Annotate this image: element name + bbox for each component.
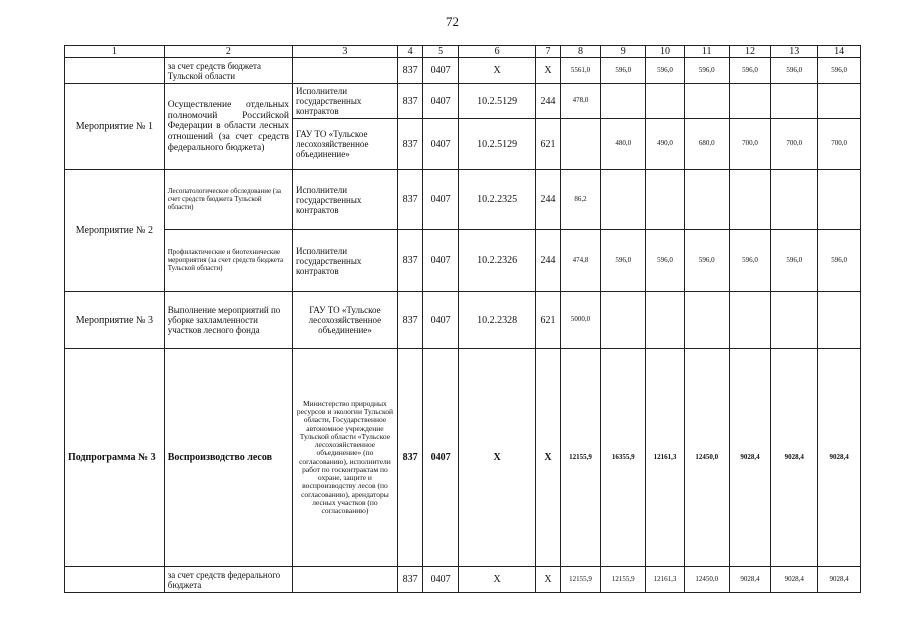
- value-cell: 596,0: [771, 58, 818, 84]
- code-cell: 837: [397, 349, 422, 567]
- table-row: [65, 230, 861, 292]
- value-cell: 86,2: [560, 170, 601, 230]
- funding-source: за счет средств бюджета Тульской области: [164, 58, 292, 84]
- header-cell: 9: [601, 46, 646, 58]
- value-cell: 700,0: [818, 119, 861, 170]
- value-cell: 9028,4: [729, 567, 771, 593]
- table-cell: [65, 567, 165, 593]
- code-cell: 837: [397, 170, 422, 230]
- value-cell: 596,0: [646, 230, 685, 292]
- activity-description: Осуществление отдельных полномочий Российской Федерации в области лесных отношений (за счет средств федерального бюджета): [164, 84, 292, 170]
- table-row: [65, 292, 861, 349]
- value-cell: [818, 84, 861, 119]
- header-row: [65, 46, 861, 58]
- value-cell: 596,0: [684, 230, 729, 292]
- header-cell: 4: [397, 46, 422, 58]
- code-cell: 0407: [423, 230, 459, 292]
- value-cell: [818, 292, 861, 349]
- value-cell: 12161,3: [646, 567, 685, 593]
- code-cell: 0407: [423, 170, 459, 230]
- subprogram-title: Воспроизводство лесов: [164, 349, 292, 567]
- value-cell: [729, 170, 771, 230]
- value-cell: 5000,0: [560, 292, 601, 349]
- value-cell: 478,0: [560, 84, 601, 119]
- header-cell: 6: [458, 46, 535, 58]
- executor-cell: Министерство природных ресурсов и экологии Тульской области, Государственное автономное учреждение Тульской области «Тульское лесохозяйственное объединение» (по согласованию), исполнители работ по госконтрактам по охране, защите и воспроизводству лесов (по согласованию), арендаторы лесных участков (по согласованию): [293, 349, 398, 567]
- code-cell: 837: [397, 84, 422, 119]
- page-number: 72: [446, 14, 459, 29]
- header-cell: 1: [65, 46, 165, 58]
- executor-cell: Исполнители государственных контрактов: [293, 84, 398, 119]
- code-cell: 0407: [423, 58, 459, 84]
- activity-label: Мероприятие № 3: [65, 292, 165, 349]
- value-cell: 596,0: [729, 58, 771, 84]
- value-cell: 9028,4: [771, 349, 818, 567]
- code-cell: 0407: [423, 292, 459, 349]
- executor-cell: Исполнители государственных контрактов: [293, 230, 398, 292]
- code-cell: 0407: [423, 119, 459, 170]
- value-cell: 596,0: [729, 230, 771, 292]
- code-cell: 244: [536, 230, 560, 292]
- code-cell: 0407: [423, 349, 459, 567]
- value-cell: 12155,9: [560, 349, 601, 567]
- table-row: [65, 349, 861, 567]
- activity-label: Мероприятие № 1: [65, 84, 165, 170]
- code-cell: 837: [397, 119, 422, 170]
- code-cell: 10.2.5129: [458, 119, 535, 170]
- code-cell: 244: [536, 84, 560, 119]
- value-cell: [601, 170, 646, 230]
- activity-description: Лесопатологическое обследование (за счет средств бюджета Тульской области): [164, 170, 292, 230]
- table-row: [65, 170, 861, 230]
- value-cell: 12155,9: [560, 567, 601, 593]
- value-cell: 596,0: [818, 58, 861, 84]
- table-cell: [293, 58, 398, 84]
- value-cell: 9028,4: [771, 567, 818, 593]
- activity-description: Выполнение мероприятий по уборке захламленности участков лесного фонда: [164, 292, 292, 349]
- code-cell: 621: [536, 292, 560, 349]
- value-cell: 680,0: [684, 119, 729, 170]
- funding-source: за счет средств федерального бюджета: [164, 567, 292, 593]
- executor-cell: ГАУ ТО «Тульское лесохозяйственное объединение»: [293, 119, 398, 170]
- header-cell: 12: [729, 46, 771, 58]
- header-cell: 10: [646, 46, 685, 58]
- value-cell: 596,0: [684, 58, 729, 84]
- value-cell: [729, 84, 771, 119]
- value-cell: 490,0: [646, 119, 685, 170]
- value-cell: 480,0: [601, 119, 646, 170]
- value-cell: 12161,3: [646, 349, 685, 567]
- code-cell: 837: [397, 292, 422, 349]
- executor-cell: Исполнители государственных контрактов: [293, 170, 398, 230]
- table-row: [65, 58, 861, 84]
- value-cell: [818, 170, 861, 230]
- value-cell: [684, 170, 729, 230]
- header-cell: 2: [164, 46, 292, 58]
- code-cell: 10.2.2325: [458, 170, 535, 230]
- header-cell: 14: [818, 46, 861, 58]
- value-cell: 596,0: [771, 230, 818, 292]
- code-cell: X: [458, 58, 535, 84]
- value-cell: 12450,0: [684, 349, 729, 567]
- code-cell: 10.2.2328: [458, 292, 535, 349]
- executor-cell: ГАУ ТО «Тульское лесохозяйственное объединение»: [293, 292, 398, 349]
- header-cell: 8: [560, 46, 601, 58]
- value-cell: 596,0: [646, 58, 685, 84]
- code-cell: 837: [397, 230, 422, 292]
- value-cell: [646, 292, 685, 349]
- value-cell: [684, 292, 729, 349]
- value-cell: 9028,4: [818, 349, 861, 567]
- code-cell: 244: [536, 170, 560, 230]
- header-cell: 11: [684, 46, 729, 58]
- value-cell: 596,0: [601, 230, 646, 292]
- value-cell: [560, 119, 601, 170]
- value-cell: [646, 170, 685, 230]
- value-cell: [771, 84, 818, 119]
- value-cell: [684, 84, 729, 119]
- code-cell: X: [536, 567, 560, 593]
- activity-label: Мероприятие № 2: [65, 170, 165, 292]
- value-cell: 596,0: [601, 58, 646, 84]
- code-cell: 0407: [423, 84, 459, 119]
- header-cell: 3: [293, 46, 398, 58]
- activity-description: Профилактические и биотехнические мероприятия (за счет средств бюджета Тульской области): [164, 230, 292, 292]
- value-cell: 700,0: [729, 119, 771, 170]
- table-cell: [65, 58, 165, 84]
- code-cell: 10.2.2326: [458, 230, 535, 292]
- subprogram-label: Подпрограмма № 3: [65, 349, 165, 567]
- code-cell: X: [536, 58, 560, 84]
- value-cell: 9028,4: [729, 349, 771, 567]
- code-cell: 0407: [423, 567, 459, 593]
- budget-table: [64, 45, 861, 593]
- value-cell: [771, 170, 818, 230]
- value-cell: [729, 292, 771, 349]
- code-cell: 837: [397, 58, 422, 84]
- value-cell: 16355,9: [601, 349, 646, 567]
- code-cell: 10.2.5129: [458, 84, 535, 119]
- value-cell: 5561,0: [560, 58, 601, 84]
- value-cell: [601, 84, 646, 119]
- code-cell: 837: [397, 567, 422, 593]
- value-cell: 474,8: [560, 230, 601, 292]
- code-cell: X: [536, 349, 560, 567]
- code-cell: X: [458, 567, 535, 593]
- header-cell: 7: [536, 46, 560, 58]
- table-cell: [293, 567, 398, 593]
- value-cell: 12155,9: [601, 567, 646, 593]
- value-cell: 12450,0: [684, 567, 729, 593]
- table-row: [65, 567, 861, 593]
- code-cell: 621: [536, 119, 560, 170]
- value-cell: 596,0: [818, 230, 861, 292]
- header-cell: 5: [423, 46, 459, 58]
- value-cell: 9028,4: [818, 567, 861, 593]
- value-cell: 700,0: [771, 119, 818, 170]
- value-cell: [771, 292, 818, 349]
- header-cell: 13: [771, 46, 818, 58]
- value-cell: [646, 84, 685, 119]
- code-cell: X: [458, 349, 535, 567]
- table-row: [65, 84, 861, 119]
- value-cell: [601, 292, 646, 349]
